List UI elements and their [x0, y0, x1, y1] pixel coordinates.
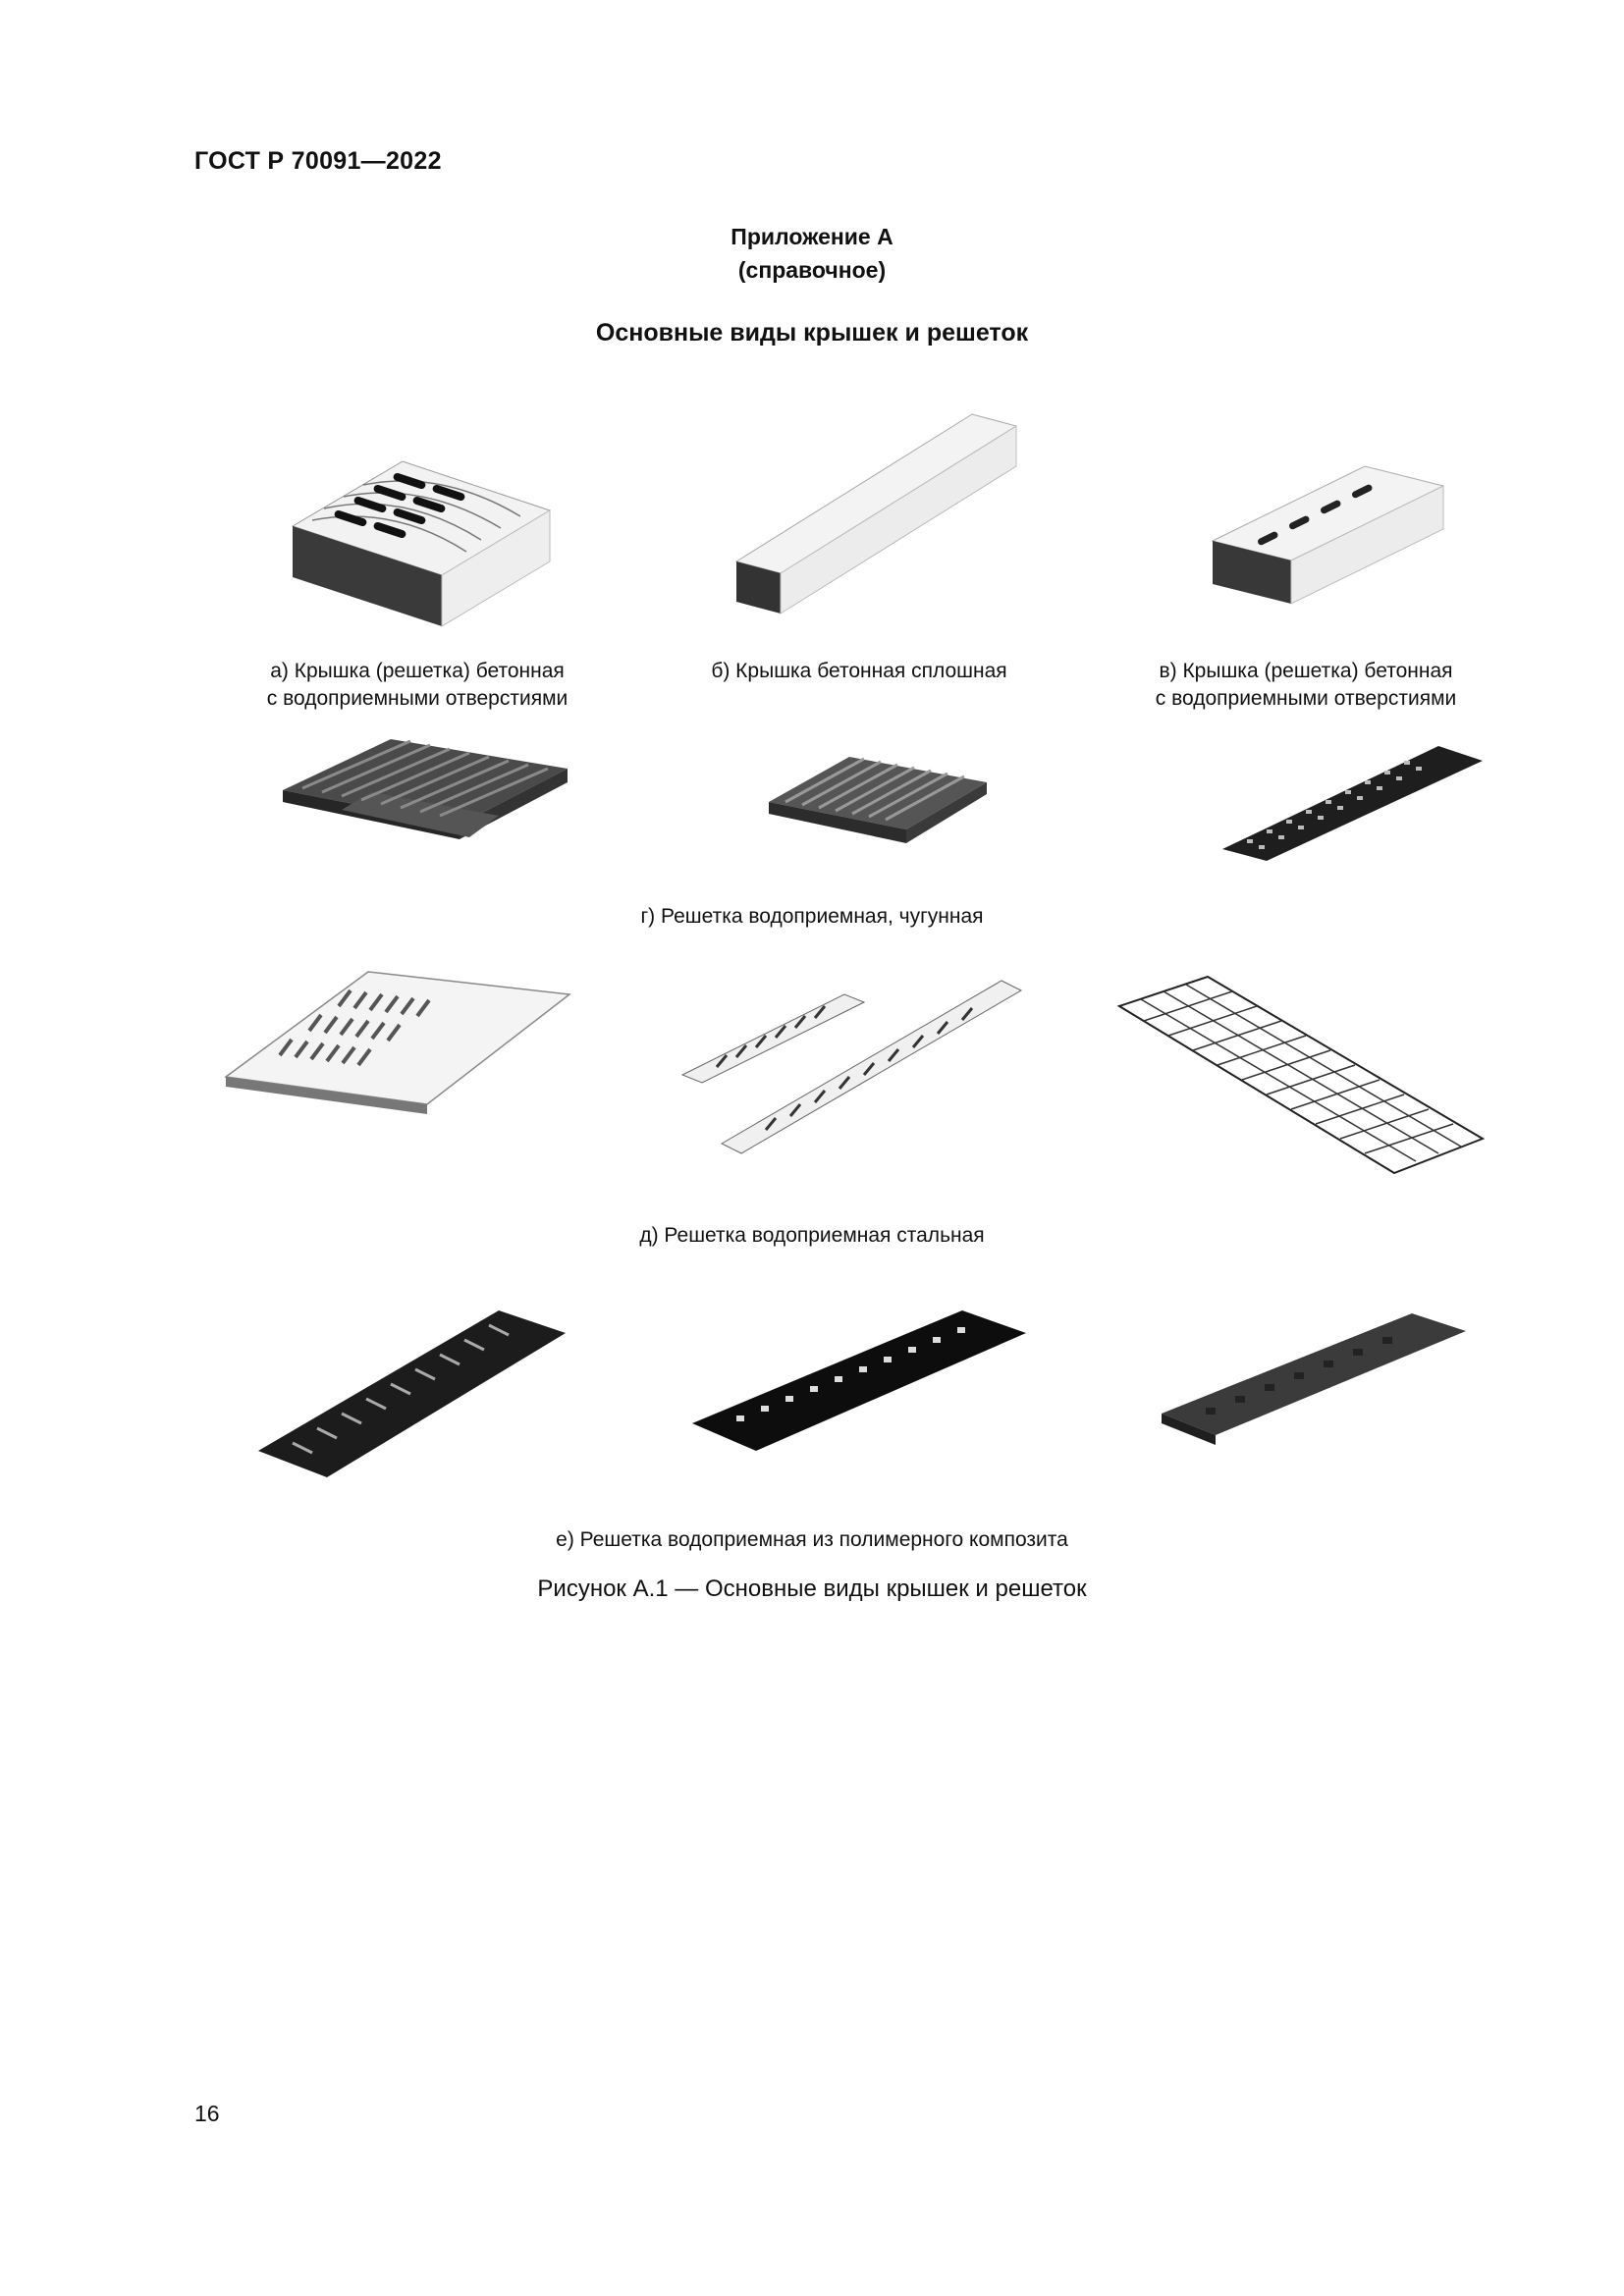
caption-v-line1: в) Крышка (решетка) бетонная	[1159, 660, 1453, 682]
page-number: 16	[194, 2101, 220, 2126]
annex-type: (справочное)	[737, 257, 887, 283]
concrete-cover-solid-b	[731, 412, 1026, 623]
caption-v-line2: с водоприемными отверстиями	[1155, 687, 1457, 710]
caption-g: г) Решетка водоприемная, чугунная	[640, 905, 984, 928]
caption-d: д) Решетка водоприемная стальная	[639, 1224, 985, 1247]
cast-iron-grate-3	[1218, 741, 1492, 864]
steel-grate-1	[221, 967, 579, 1129]
polymer-grate-3	[1157, 1306, 1471, 1453]
polymer-grate-2	[687, 1306, 1031, 1468]
standard-code: ГОСТ Р 70091—2022	[194, 147, 442, 175]
caption-b: б) Крышка бетонная сплошная	[711, 660, 1007, 682]
annex-title: Приложение А	[731, 224, 893, 249]
caption-v	[1080, 658, 1532, 713]
figure-caption: Рисунок А.1 — Основные виды крышек и решеток	[537, 1575, 1087, 1602]
caption-a-line2: с водоприемными отверстиями	[266, 687, 568, 710]
concrete-cover-with-inlets-v	[1208, 456, 1453, 614]
section-title: Основные виды крышек и решеток	[595, 319, 1029, 347]
steel-grate-3	[1114, 972, 1488, 1193]
concrete-cover-with-inlets-a	[285, 442, 569, 628]
cast-iron-grate-2	[761, 751, 997, 854]
caption-a	[201, 658, 633, 713]
cast-iron-grate-1	[273, 731, 577, 854]
steel-grate-2	[677, 977, 1026, 1173]
polymer-grate-1	[253, 1306, 572, 1487]
caption-a-line1: а) Крышка (решетка) бетонная	[270, 660, 565, 682]
caption-e: е) Решетка водоприемная из полимерного композита	[556, 1528, 1068, 1551]
